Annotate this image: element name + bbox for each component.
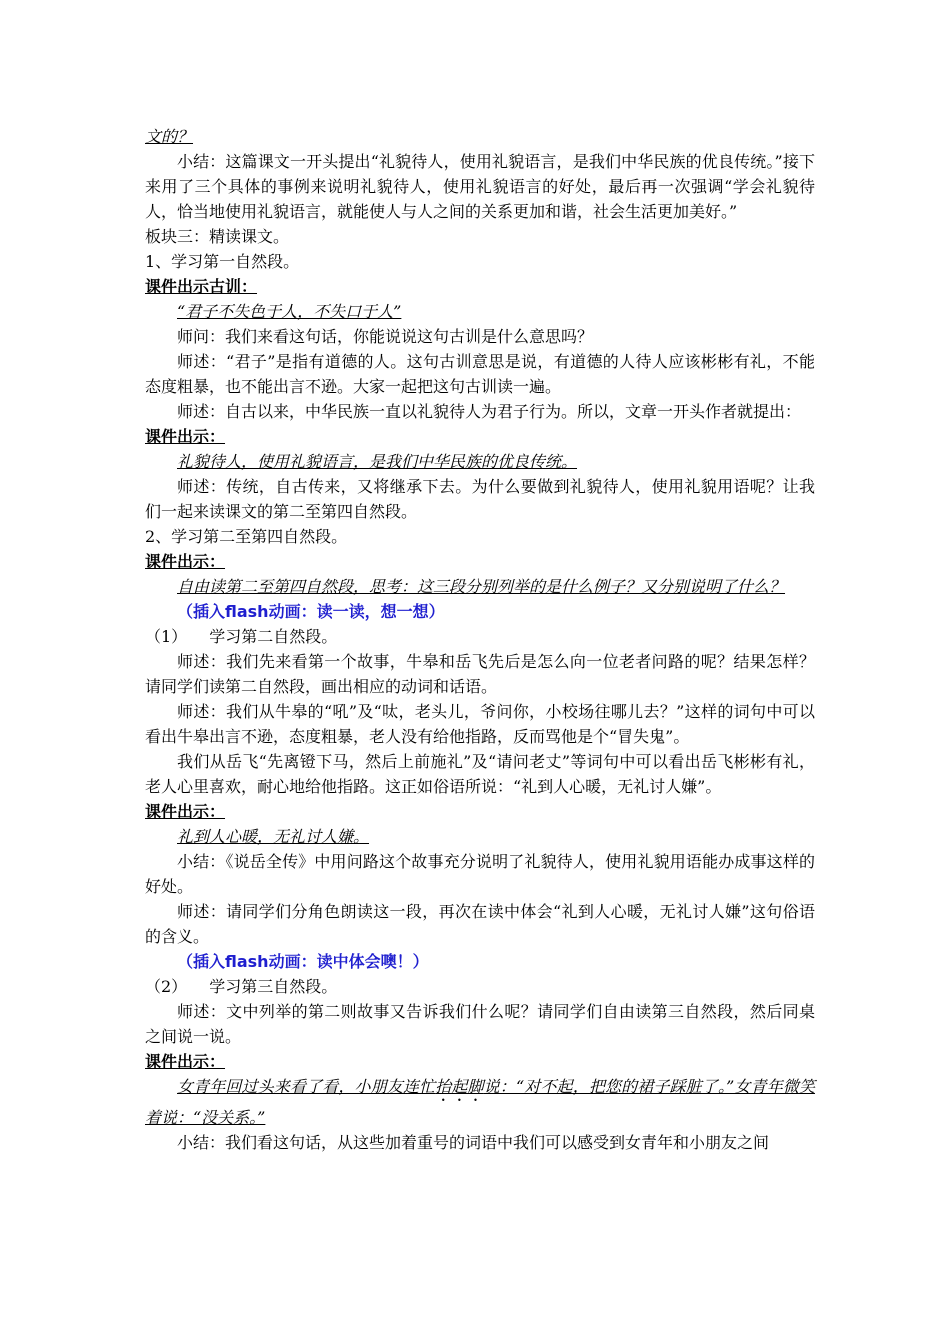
- document-page: [145, 124, 815, 1155]
- flash-insert-note: （插入flash动画：读一读，想一想）: [177, 602, 445, 621]
- emphasized-words: 抬起脚: [435, 1077, 484, 1096]
- teacher-statement: 师述：传统，自古传来，又将继承下去。为什么要做到礼貌待人，使用礼貌用语呢？让我们一起来读课文的第二至第四自然段。: [145, 477, 815, 521]
- teacher-question: 师问：我们来看这句话，你能说说这句古训是什么意思吗？: [177, 327, 594, 346]
- quoted-task: 自由读第二至第四自然段，思考：这三段分别列举的是什么例子？又分别说明了什么？: [177, 577, 786, 596]
- flash-insert-note: （插入flash动画：读中体会噢！）: [177, 952, 429, 971]
- teacher-statement: 师述：我们从牛皋的“吼”及“呔，老头儿，爷问你，小校场往哪儿去？”这样的词句中可以看出牛皋出言不逊，态度粗暴，老人没有给他指路，反而骂他是个“冒失鬼”。: [145, 702, 815, 746]
- subsection-heading: 2、学习第二至第四自然段。: [145, 527, 348, 546]
- section-heading: 板块三：精读课文。: [145, 227, 290, 246]
- summary-paragraph: 小结：这篇课文一开头提出“礼貌待人，使用礼貌语言，是我们中华民族的优良传统。”接下来用了三个具体的事例来说明礼貌待人，使用礼貌语言的好处，最后再一次强调“学会礼貌待人，恰当地使用礼貌语言，就能使人与人之间的关系更加和谐，社会生活更加美好。”: [145, 152, 815, 221]
- courseware-label: 课件出示：: [145, 802, 226, 821]
- quoted-proverb: 礼到人心暖，无礼讨人嫌。: [177, 827, 370, 846]
- teacher-statement: 师述：“君子”是指有道德的人。这句古训意思是说，有道德的人待人应该彬彬有礼，不能态度粗暴，也不能出言不逊。大家一起把这句古训读一遍。: [145, 352, 815, 396]
- teacher-statement: 师述：文中列举的第二则故事又告诉我们什么呢？请同学们自由读第三自然段，然后同桌之间说一说。: [145, 1002, 815, 1046]
- body-paragraph: 我们从岳飞“先离镫下马，然后上前施礼”及“请问老丈”等词句中可以看出岳飞彬彬有礼，老人心里喜欢，耐心地给他指路。这正如俗语所说：“礼到人心暖，无礼讨人嫌”。: [145, 752, 815, 796]
- subsection-heading: 1、学习第一自然段。: [145, 252, 300, 271]
- text-line: 文的？: [145, 127, 194, 146]
- numbered-item: （1） 学习第二自然段。: [145, 627, 338, 646]
- summary-paragraph: 小结：《说岳全传》中用问路这个故事充分说明了礼貌待人，使用礼貌用语能办成事这样的好处。: [145, 852, 815, 896]
- courseware-label: 课件出示古训：: [145, 277, 258, 296]
- courseware-label: 课件出示：: [145, 552, 226, 571]
- quoted-sentence: 礼貌待人，使用礼貌语言，是我们中华民族的优良传统。: [177, 452, 578, 471]
- numbered-item: （2） 学习第三自然段。: [145, 977, 338, 996]
- teacher-statement: 师述：请同学们分角色朗读这一段，再次在读中体会“礼到人心暖，无礼讨人嫌”这句俗语的含义。: [145, 902, 815, 946]
- quoted-maxim: “君子不失色于人，不失口于人”: [177, 302, 402, 321]
- teacher-statement: 师述：自古以来，中华民族一直以礼貌待人为君子行为。所以，文章一开头作者就提出：: [177, 402, 802, 421]
- summary-paragraph: 小结：我们看这句话，从这些加着重号的词语中我们可以感受到女青年和小朋友之间: [177, 1133, 770, 1152]
- teacher-statement: 师述：我们先来看第一个故事，牛皋和岳飞先后是怎么向一位老者问路的呢？结果怎样？请同学们读第二自然段，画出相应的动词和话语。: [145, 652, 815, 696]
- courseware-label: 课件出示：: [145, 1052, 226, 1071]
- courseware-label: 课件出示：: [145, 427, 226, 446]
- quoted-story: 女青年回过头来看了看，小朋友连忙抬起脚说：“对不起，把您的裙子踩脏了。”女青年微笑着说：“没关系。”: [145, 1077, 815, 1127]
